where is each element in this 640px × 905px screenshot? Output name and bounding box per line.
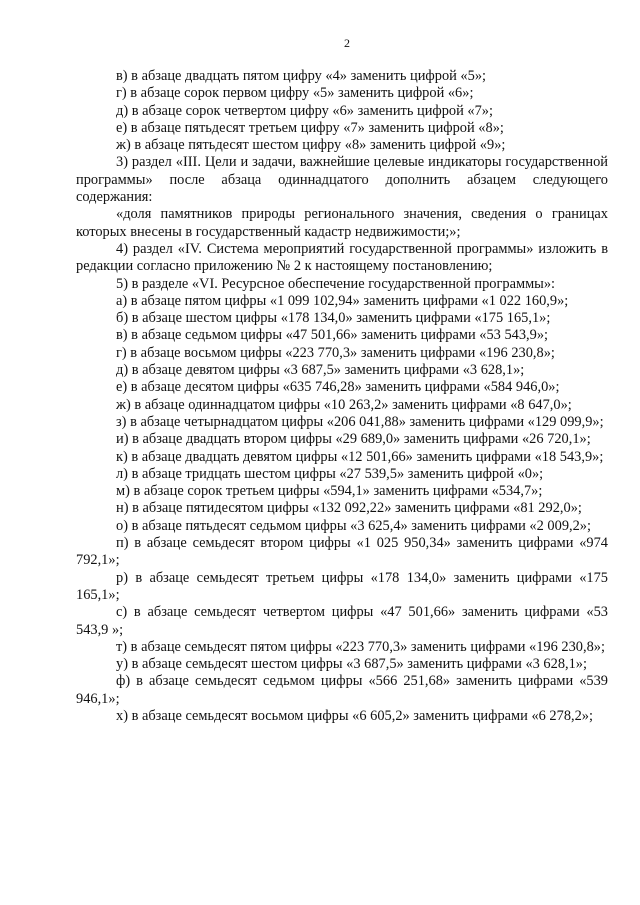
paragraph: 3) раздел «III. Цели и задачи, важнейшие целевые индикаторы государственной программы» после абзаца одиннадцатого дополнить абзацем следующего содержания: [76,154,608,206]
paragraph: х) в абзаце семьдесят восьмом цифры «6 605,2» заменить цифрами «6 278,2»; [116,707,593,724]
paragraph: г) в абзаце восьмом цифры «223 770,3» заменить цифрами «196 230,8»; [116,344,555,361]
paragraph: з) в абзаце четырнадцатом цифры «206 041,88» заменить цифрами «129 099,9»; [116,413,604,430]
paragraph: с) в абзаце семьдесят четвертом цифры «47 501,66» заменить цифрами «53 543,9 »; [76,604,608,638]
paragraph: о) в абзаце пятьдесят седьмом цифры «3 625,4» заменить цифрами «2 009,2»; [116,517,591,534]
paragraph: м) в абзаце сорок третьем цифры «594,1» заменить цифрами «534,7»; [116,483,543,500]
paragraph: в) в абзаце седьмом цифры «47 501,66» заменить цифрами «53 543,9»; [116,327,549,344]
paragraph: д) в абзаце девятом цифры «3 687,5» заменить цифрами «3 628,1»; [116,362,525,379]
paragraph: «доля памятников природы регионального значения, сведения о границах которых внесены в государственный кадастр недвижимости;»; [76,206,608,240]
paragraph: к) в абзаце двадцать девятом цифры «12 501,66» заменить цифрами «18 543,9»; [116,448,604,465]
paragraph: а) в абзаце пятом цифры «1 099 102,94» заменить цифрами «1 022 160,9»; [116,292,569,309]
paragraph: б) в абзаце шестом цифры «178 134,0» заменить цифрами «175 165,1»; [116,310,551,327]
paragraph: ф) в абзаце семьдесят седьмом цифры «566 251,68» заменить цифрами «539 946,1»; [76,673,608,707]
paragraph: 4) раздел «IV. Система мероприятий государственной программы» изложить в редакции согласно приложению № 2 к настоящему постановлению; [76,240,608,275]
paragraph: и) в абзаце двадцать втором цифры «29 689,0» заменить цифрами «26 720,1»; [116,431,591,448]
paragraph: л) в абзаце тридцать шестом цифры «27 539,5» заменить цифрой «0»; [116,465,544,482]
paragraph: т) в абзаце семьдесят пятом цифры «223 770,3» заменить цифрами «196 230,8»; [116,638,605,655]
paragraph: у) в абзаце семьдесят шестом цифры «3 687,5» заменить цифрами «3 628,1»; [116,656,588,673]
paragraph: д) в абзаце сорок четвертом цифру «6» заменить цифрой «7»; [116,102,494,119]
paragraph: п) в абзаце семьдесят втором цифры «1 025 950,34» заменить цифрами «974 792,1»; [76,535,608,569]
paragraph: в) в абзаце двадцать пятом цифру «4» заменить цифрой «5»; [116,68,487,84]
paragraph: р) в абзаце семьдесят третьем цифры «178 134,0» заменить цифрами «175 165,1»; [76,569,608,603]
paragraph: н) в абзаце пятидесятом цифры «132 092,22» заменить цифрами «81 292,0»; [116,500,582,517]
page-number: 2 [344,36,350,50]
paragraph: е) в абзаце десятом цифры «635 746,28» заменить цифрами «584 946,0»; [116,379,560,396]
paragraph: ж) в абзаце пятьдесят шестом цифру «8» заменить цифрой «9»; [116,137,506,154]
paragraph: ж) в абзаце одиннадцатом цифры «10 263,2» заменить цифрами «8 647,0»; [116,396,572,413]
paragraph: г) в абзаце сорок первом цифру «5» заменить цифрой «6»; [116,85,474,102]
paragraph: 5) в разделе «VI. Ресурсное обеспечение государственной программы»: [116,275,556,292]
paragraph: е) в абзаце пятьдесят третьем цифру «7» заменить цифрой «8»; [116,119,504,136]
